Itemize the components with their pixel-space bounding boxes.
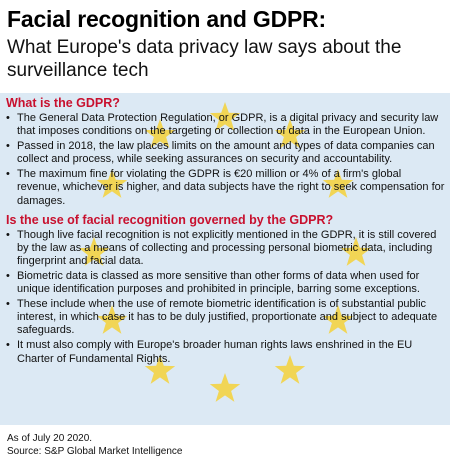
list-item: • Biometric data is classed as more sensitive than other forms of data when used for unique identification purposes and prohibited in principle, barring some exceptions.: [6, 270, 446, 296]
page-title: Facial recognition and GDPR:: [7, 6, 326, 32]
list-item: • It must also comply with Europe's broader human rights laws enshrined in the EU Charter of Fundamental Rights.: [6, 339, 446, 365]
section-heading-what-is-gdpr: What is the GDPR?: [6, 96, 120, 110]
list-item: • These include when the use of remote biometric identification is of substantial public interest, in which case it has to be duly justified, proportionate and subject to adequate safeguards.: [6, 298, 446, 337]
subtitle-line-1: What Europe's data privacy law says about the: [7, 37, 402, 58]
subtitle-line-2: surveillance tech: [7, 60, 149, 81]
list-item: • Passed in 2018, the law places limits on the amount and types of data companies can collect and process, while seeking assurances on security and accountability.: [6, 140, 446, 166]
section-bullets-what-is-gdpr: [6, 112, 446, 208]
section-bullets-facial-recognition: [6, 229, 446, 366]
eu-star-icon: [210, 373, 240, 402]
page-subtitle: [7, 36, 447, 82]
footer: [7, 433, 447, 458]
list-item: • The General Data Protection Regulation, or GDPR, is a digital privacy and security law that imposes conditions on the targeting or collection of data in the European Union.: [6, 112, 446, 138]
info-panel: [0, 93, 450, 425]
section-heading-facial-recognition: Is the use of facial recognition governed by the GDPR?: [6, 212, 334, 227]
list-item: • The maximum fine for violating the GDPR is €20 million or 4% of a firm's global revenue, whichever is higher, and data subjects have the right to seek compensation for damages.: [6, 168, 446, 207]
footer-source: Source: S&P Global Market Intelligence: [7, 445, 183, 457]
list-item: • Though live facial recognition is not explicitly mentioned in the GDPR, it is still covered by the law as a means of collecting and processing personal biometric data, including fingerprint and facial data.: [6, 229, 446, 268]
panel-content: [6, 96, 446, 368]
footer-as-of: As of July 20 2020.: [7, 433, 93, 444]
